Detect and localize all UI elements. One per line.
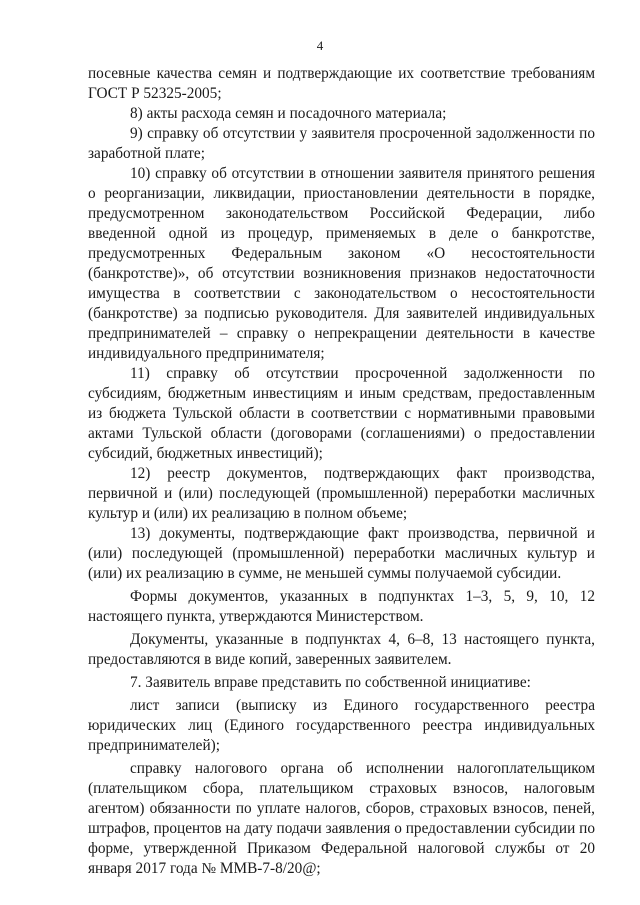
paragraph-registry-extract: лист записи (выписку из Единого государственного реестра юридических лиц (Единого государственного реестра индивидуальных предпринимателей);	[88, 697, 595, 754]
paragraph-section-7: 7. Заявитель вправе представить по собственной инициативе:	[130, 674, 531, 691]
paragraph-tax-certificate: справку налогового органа об исполнении налогоплательщиком (плательщиком сбора, плательщиком страховых взносов, налоговым агентом) обязанности по уплате налогов, сборов, страховых взносов, пеней, штрафов, процентов на дату подачи заявления о предоставлении субсидии по форме, утвержденной Приказом Федеральной налоговой службы от 20 января 2017 года № ММВ-7-8/20@;	[88, 760, 595, 877]
paragraph-item-11: 11) справку об отсутствии просроченной задолженности по субсидиям, бюджетным инвестициям и иным средствам, предоставленным из бюджета Тульской области в соответствии с нормативными правовыми актами Тульской области (договорами (соглашениями) о предоставлении субсидий, бюджетных инвестиций);	[88, 365, 595, 462]
paragraph-item-9: 9) справку об отсутствии у заявителя просроченной задолженности по заработной плате;	[88, 125, 595, 162]
document-body	[88, 64, 595, 879]
paragraph-gost-continuation: посевные качества семян и подтверждающие их соответствие требованиям ГОСТ Р 52325-2005;	[88, 65, 595, 102]
paragraph-item-13: 13) документы, подтверждающие факт производства, первичной и (или) последующей (промышленной) переработки масличных культур и (или) их реализацию в сумме, не меньшей суммы получаемой субсидии.	[88, 525, 595, 582]
paragraph-forms: Формы документов, указанных в подпунктах 1–3, 5, 9, 10, 12 настоящего пункта, утверждаются Министерством.	[88, 588, 595, 625]
paragraph-item-10: 10) справку об отсутствии в отношении заявителя принятого решения о реорганизации, ликвидации, приостановлении деятельности в порядке, предусмотренном законодательством Российской Федерации, либо введенной одной из процедур, применяемых в деле о банкротстве, предусмотренных Федеральным законом «О несостоятельности (банкротстве)», об отсутствии возникновения признаков недостаточности имущества в соответствии с законодательством о несостоятельности (банкротстве) за подписью руководителя. Для заявителей индивидуальных предпринимателей – справку о непрекращении деятельности в качестве индивидуального предпринимателя;	[88, 165, 595, 362]
paragraph-item-8: 8) акты расхода семян и посадочного материала;	[130, 105, 447, 122]
page-number: 4	[316, 38, 324, 53]
paragraph-item-12: 12) реестр документов, подтверждающих факт производства, первичной и (или) последующей (промышленной) переработки масличных культур и (или) их реализацию в полном объеме;	[88, 465, 595, 522]
paragraph-copies: Документы, указанные в подпунктах 4, 6–8, 13 настоящего пункта, предоставляются в виде копий, заверенных заявителем.	[88, 631, 595, 668]
